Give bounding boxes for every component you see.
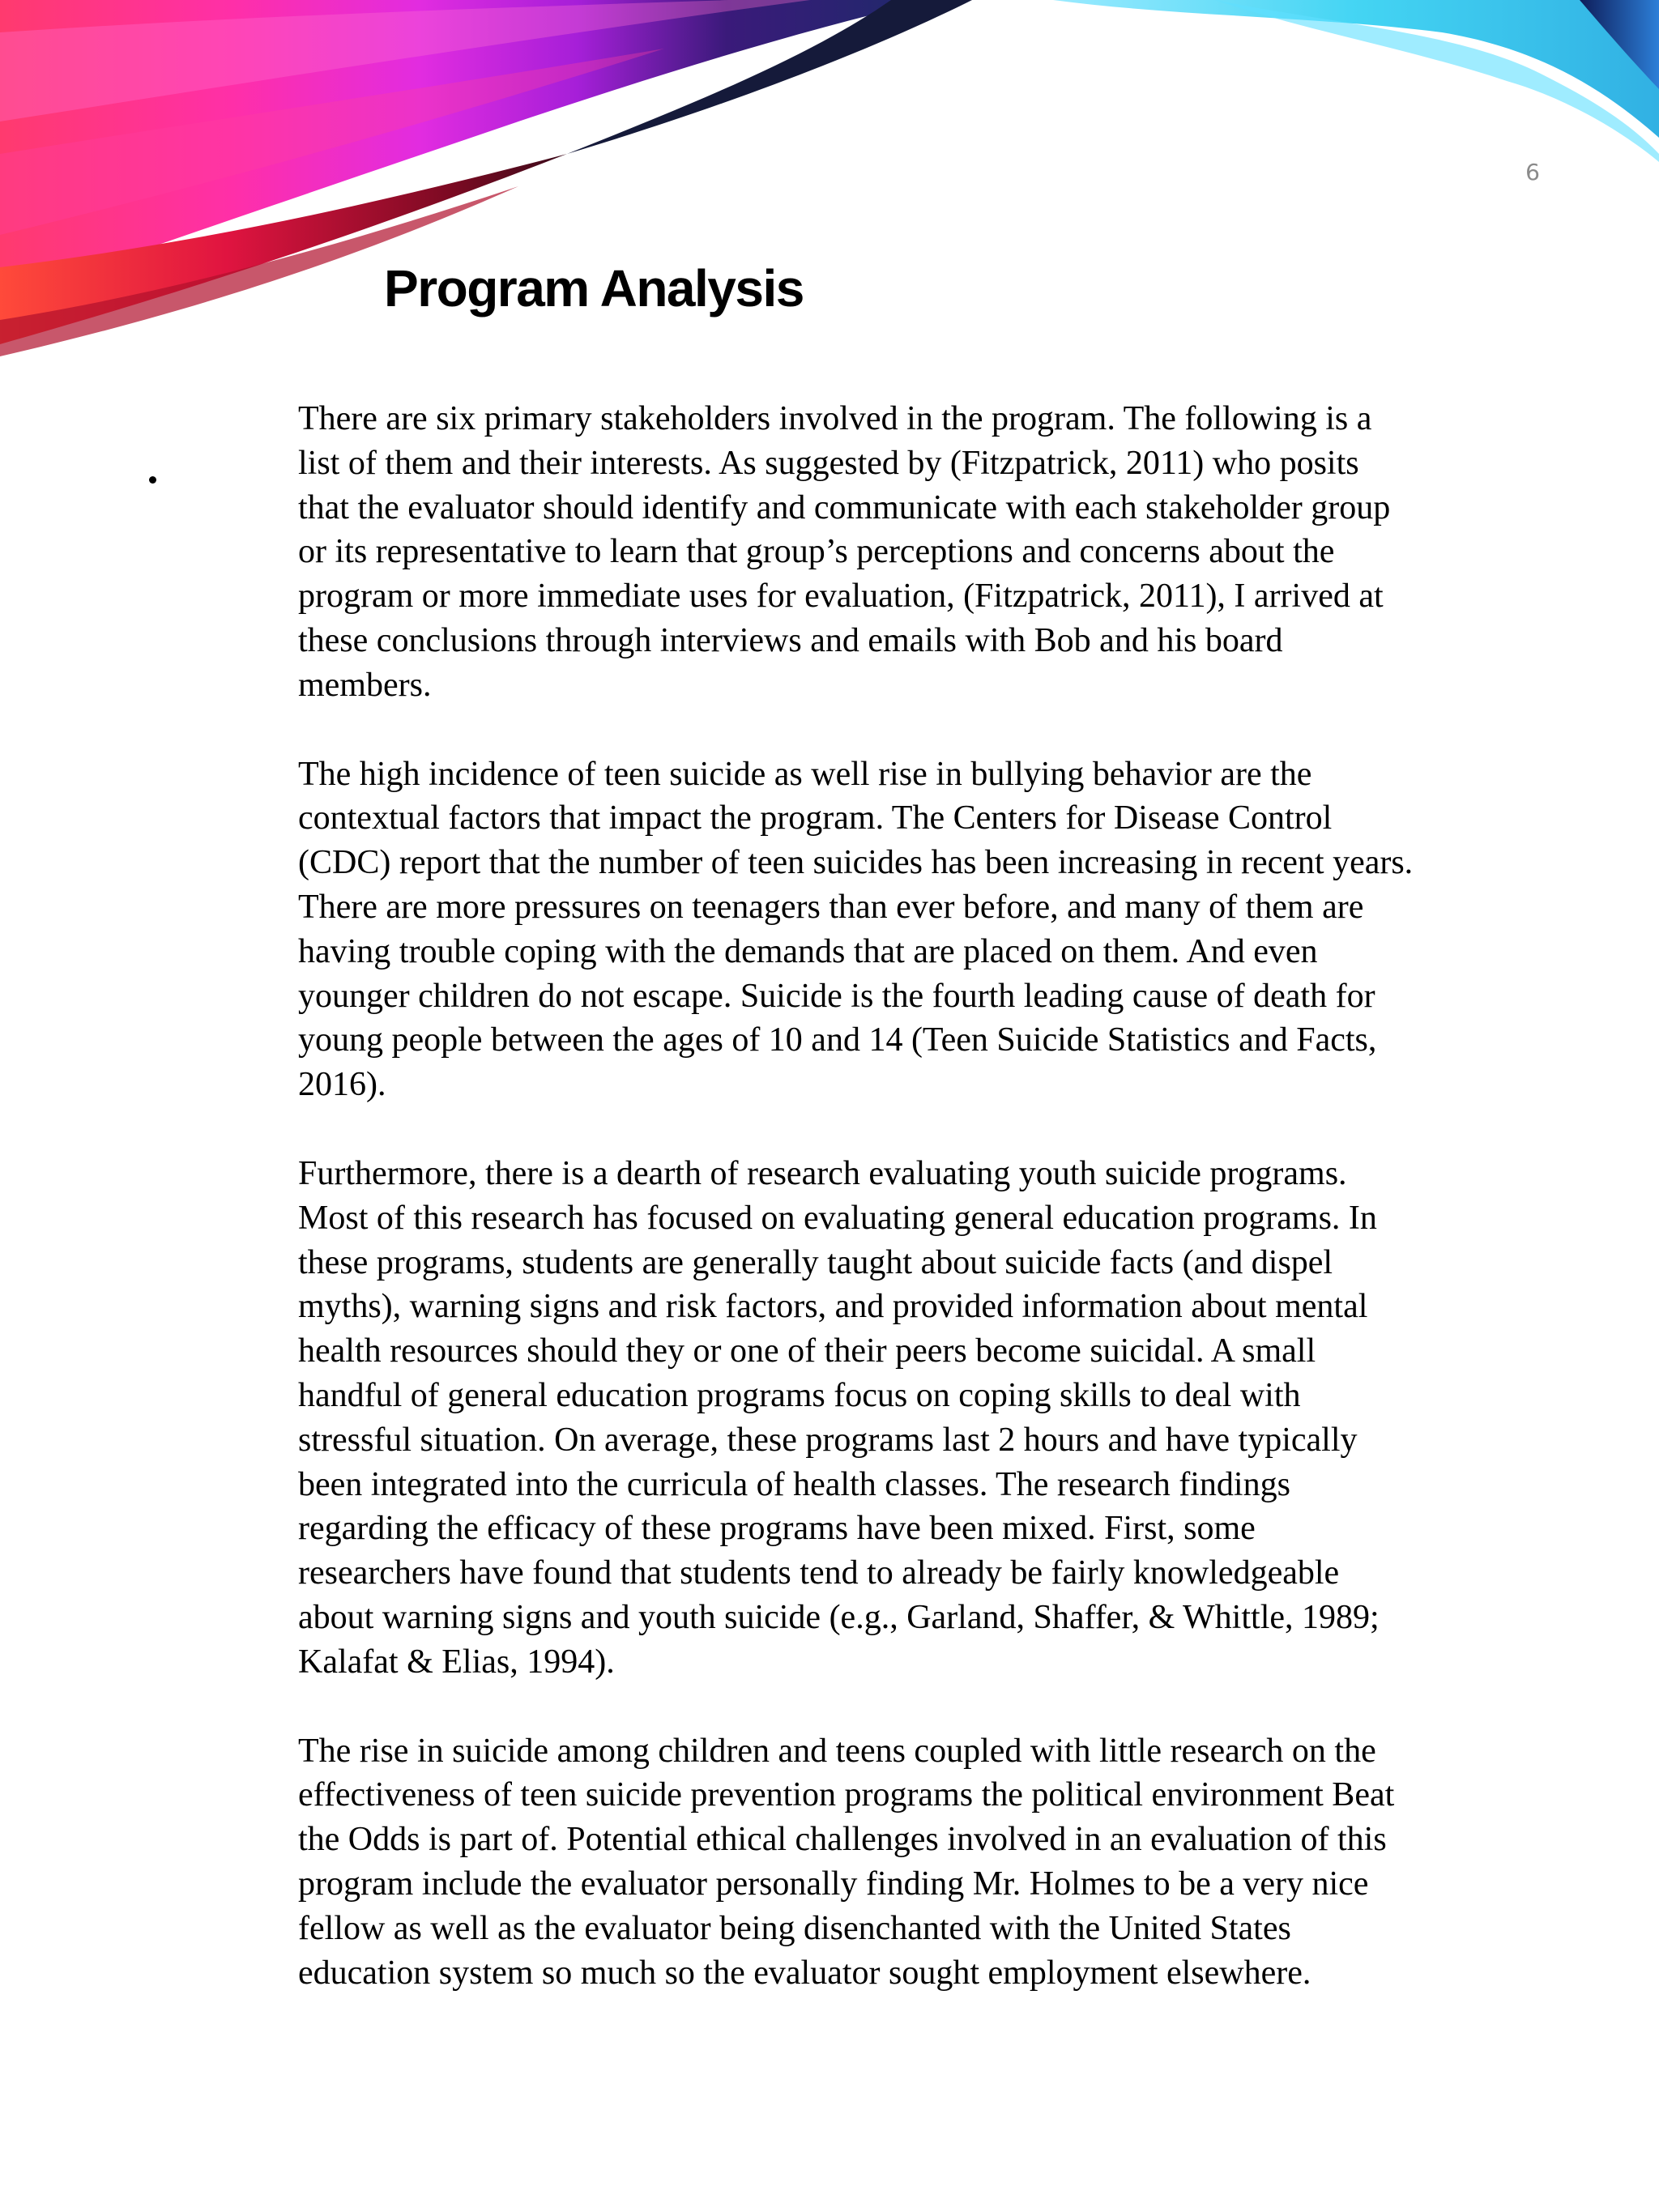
paragraph-contextual-factors: The high incidence of teen suicide as well rise in bullying behavior are the contextual factors that impact the program. The Centers for Disease Control (CDC) report that the number of teen suicides has been increasing in recent years. There are more pressures on teenagers than ever before, and many of them are having trouble coping with the demands that are placed on them. And even younger children do not escape. Suicide is the fourth leading cause of death for young people between the ages of 10 and 14 (Teen Suicide Statistics and Facts, 2016). — [298, 755, 1414, 1104]
slide-title: Program Analysis — [384, 259, 804, 318]
decorative-swoosh-banner — [0, 0, 1659, 356]
slide-page-number: 6 — [1525, 159, 1540, 185]
bullet-dot-icon — [149, 476, 156, 484]
paragraph-research-dearth: Furthermore, there is a dearth of research evaluating youth suicide programs. Most of this research has focused on evaluating general education programs. In these programs, students are generally taught about suicide facts (and dispel myths), warning signs and risk factors, and provided information about mental health resources should they or one of their peers become suicidal. A small handful of general education programs focus on coping skills to deal with stressful situation. On average, these programs last 2 hours and have typically been integrated into the curricula of health classes. The research findings regarding the efficacy of these programs have been mixed. First, some researchers have found that students tend to already be fairly knowledgeable about warning signs and youth suicide (e.g., Garland, Shaffer, & Whittle, 1989; Kalafat & Elias, 1994). — [298, 1154, 1380, 1681]
paragraph-stakeholders: There are six primary stakeholders involved in the program. The following is a list of them and their interests. As suggested by (Fitzpatrick, 2011) who posits that the evaluator should identify and communicate with each stakeholder group or its representative to learn that group’s perceptions and concerns about the program or more immediate uses for evaluation, (Fitzpatrick, 2011), I arrived at these conclusions through interviews and emails with Bob and his board members. — [298, 400, 1391, 704]
slide-body-text — [298, 397, 1526, 2039]
paragraph-political-ethical: The rise in suicide among children and teens coupled with little research on the effectiveness of teen suicide prevention programs the political environment Beat the Odds is part of. Potential ethical challenges involved in an evaluation of this program include the evaluator personally finding Mr. Holmes to be a very nice fellow as well as the evaluator being disenchanted with the United States education system so much so the evaluator sought employment elsewhere. — [298, 1732, 1395, 1992]
